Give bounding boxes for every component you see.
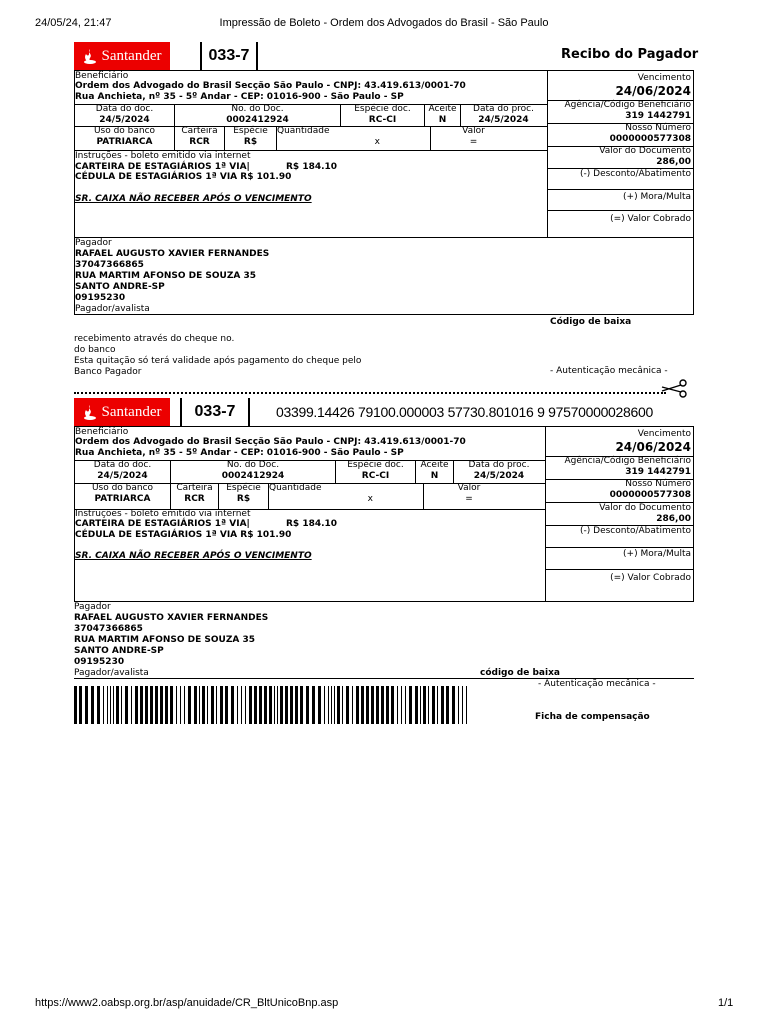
valor-documento-label: Valor do Documento — [599, 146, 691, 156]
barcode-bar — [237, 686, 238, 724]
carteira-value: RCR — [189, 137, 210, 147]
barcode-bar — [110, 686, 111, 724]
receipt-left — [75, 71, 548, 237]
barcode-bar — [150, 686, 153, 724]
especie-label: Espécie — [233, 126, 268, 136]
especie-value-2: R$ — [236, 494, 251, 504]
pagador-cep-2: 09195230 — [74, 657, 125, 667]
barcode-bar — [259, 686, 262, 724]
barcode-bar — [264, 686, 267, 724]
barcode-bar — [466, 686, 467, 724]
beneficiario-line2: Rua Anchieta, nº 35 - 5º Andar - CEP: 01016-900 - São Paulo - SP — [75, 92, 404, 102]
barcode-bar — [280, 686, 283, 724]
barcode-bar — [324, 686, 325, 724]
pagador-street: RUA MARTIM AFONSO DE SOUZA 35 — [75, 271, 256, 281]
pagador-street-2: RUA MARTIM AFONSO DE SOUZA 35 — [74, 635, 255, 645]
doc-row-2b — [75, 483, 544, 509]
bank-code-2: 033-7 — [180, 398, 250, 426]
data-doc-label-2: Data do doc. — [93, 460, 152, 470]
barcode — [74, 686, 474, 724]
barcode-bar — [211, 686, 214, 724]
carteira-label-2: Carteira — [176, 483, 213, 493]
barcode-bar — [254, 686, 257, 724]
instrucoes-line2-2: CÉDULA DE ESTAGIÁRIOS 1ª VIA R$ 101.90 — [75, 530, 292, 540]
pagador-box-receipt — [74, 237, 694, 315]
barcode-bar — [245, 686, 246, 724]
pagador-city-2: SANTO ANDRE-SP — [74, 646, 164, 656]
barcode-bar — [180, 686, 181, 724]
pagador-name-2: RAFAEL AUGUSTO XAVIER FERNANDES — [74, 613, 269, 623]
no-doc-label: No. do Doc. — [231, 104, 284, 114]
aceite-label-2: Aceite — [420, 460, 449, 470]
barcode-bar — [312, 686, 315, 724]
especie-label-2: Espécie — [226, 483, 261, 493]
barcode-bar — [300, 686, 303, 724]
barcode-bar — [441, 686, 444, 724]
instrucoes-label-2: Instruções - boleto emitido via internet — [75, 509, 251, 519]
ficha-left — [75, 427, 546, 601]
barcode-bar — [194, 686, 197, 724]
scissors-icon — [660, 378, 690, 400]
barcode-bar — [342, 686, 343, 724]
no-doc-value: 0002412924 — [226, 115, 289, 125]
pagador-cep: 09195230 — [75, 293, 126, 303]
mora-label: (+) Mora/Multa — [623, 192, 691, 202]
nosso-numero-value: 0000000577308 — [609, 134, 691, 144]
bank-name-2: Santander — [101, 403, 162, 420]
doc-row-1b — [75, 460, 544, 483]
quantidade-label-2: Quantidade — [269, 483, 322, 493]
barcode-bar — [295, 686, 298, 724]
barcode-bar — [85, 686, 88, 724]
quantidade-value: x — [374, 137, 380, 147]
caixa-warning-2: SR. CAIXA NÃO RECEBER APÓS O VENCIMENTO — [75, 551, 312, 561]
doc-row-1 — [75, 104, 546, 126]
beneficiario-label-2: Beneficiário — [75, 427, 129, 437]
instrucoes-line1: CARTEIRA DE ESTAGIÁRIOS 1ª VIA| — [75, 162, 250, 172]
codigo-baixa-label: Código de baixa — [550, 317, 632, 327]
desconto-label-2: (-) Desconto/Abatimento — [580, 526, 691, 536]
data-doc-label: Data do doc. — [95, 104, 154, 114]
agencia-label: Agência/Código Beneficiário — [564, 100, 691, 110]
barcode-bar — [274, 686, 275, 724]
print-url: https://www2.oabsp.org.br/asp/anuidade/CR_BltUnicoBnp.asp — [35, 997, 339, 1009]
valor-documento-value-2: 286,00 — [656, 514, 691, 524]
data-proc-value-2: 24/5/2024 — [473, 471, 525, 481]
barcode-bar — [107, 686, 108, 724]
barcode-bar — [91, 686, 94, 724]
santander-logo-2 — [74, 398, 170, 426]
pagador-label-2: Pagador — [74, 602, 111, 612]
barcode-bar — [415, 686, 418, 724]
valor-documento-value: 286,00 — [656, 157, 691, 167]
barcode-bar — [207, 686, 208, 724]
autenticacao-label-2: - Autenticação mecânica - — [538, 679, 656, 689]
receipt-title: Recibo do Pagador — [561, 47, 699, 62]
ficha-right — [546, 427, 693, 601]
barcode-bar — [145, 686, 148, 724]
pagador-doc: 37047366865 — [75, 260, 144, 270]
uso-banco-value-2: PATRIARCA — [94, 494, 151, 504]
barcode-bar — [116, 686, 119, 724]
barcode-bar — [277, 686, 278, 724]
data-proc-label-2: Data do proc. — [468, 460, 530, 470]
barcode-bar — [220, 686, 223, 724]
uso-banco-label: Uso do banco — [93, 126, 156, 136]
vencimento-label: Vencimento — [637, 73, 691, 83]
caixa-warning: SR. CAIXA NÃO RECEBER APÓS O VENCIMENTO — [75, 194, 312, 204]
print-title: Impressão de Boleto - Ordem dos Advogados do Brasil - São Paulo — [219, 17, 549, 29]
especie-doc-label-2: Espécie doc. — [347, 460, 404, 470]
codigo-baixa-label-2: código de baixa — [480, 668, 560, 678]
agencia-value-2: 319 1442791 — [625, 467, 691, 477]
barcode-bar — [199, 686, 200, 724]
pagador-doc-2: 37047366865 — [74, 624, 143, 634]
especie-value: R$ — [243, 137, 258, 147]
vencimento-label-2: Vencimento — [637, 429, 691, 439]
valor-label: Valor — [462, 126, 485, 136]
barcode-bar — [352, 686, 353, 724]
barcode-bar — [125, 686, 128, 724]
pagador-city: SANTO ANDRE-SP — [75, 282, 165, 292]
instrucoes-line1-value-2: R$ 184.10 — [286, 519, 338, 529]
beneficiario-label: Beneficiário — [75, 71, 129, 81]
valor-label-2: Valor — [457, 483, 481, 493]
barcode-bar — [366, 686, 369, 724]
carteira-label: Carteira — [181, 126, 218, 136]
pagador-avalista-label-2: Pagador/avalista — [74, 668, 149, 678]
agencia-value: 319 1442791 — [625, 111, 691, 121]
beneficiario-line1-2: Ordem dos Advogado do Brasil Secção São Paulo - CNPJ: 43.419.613/0001-70 — [75, 437, 466, 447]
barcode-bar — [140, 686, 143, 724]
barcode-bar — [216, 686, 217, 724]
especie-doc-label: Espécie doc. — [354, 104, 411, 114]
print-datetime: 24/05/24, 21:47 — [35, 17, 112, 29]
barcode-bar — [428, 686, 429, 724]
autenticacao-label-1: - Autenticação mecânica - — [550, 366, 668, 376]
barcode-bar — [401, 686, 402, 724]
quantidade-label: Quantidade — [277, 126, 330, 136]
barcode-bar — [97, 686, 100, 724]
receipt-box — [74, 70, 694, 238]
barcode-bar — [79, 686, 82, 724]
quantidade-value-2: x — [367, 494, 373, 504]
barcode-bar — [113, 686, 114, 724]
instrucoes-line1-2: CARTEIRA DE ESTAGIÁRIOS 1ª VIA| — [75, 519, 250, 529]
digitable-line: 03399.14426 79100.000003 57730.801016 9 97570000028600 — [276, 404, 653, 420]
barcode-bar — [423, 686, 426, 724]
barcode-bar — [437, 686, 438, 724]
barcode-bar — [269, 686, 272, 724]
barcode-bar — [121, 686, 122, 724]
instrucoes-label: Instruções - boleto emitido via internet — [75, 151, 251, 161]
cut-line — [74, 392, 666, 394]
cheque-note-1: recebimento através do cheque no. — [74, 334, 235, 344]
barcode-bar — [74, 686, 77, 724]
aceite-value: N — [438, 115, 447, 125]
especie-doc-value-2: RC-CI — [361, 471, 390, 481]
valor-cobrado-label: (=) Valor Cobrado — [610, 214, 691, 224]
cheque-note-3: Esta quitação só terá validade após pagamento do cheque pelo — [74, 356, 362, 366]
barcode-bar — [371, 686, 374, 724]
barcode-bar — [155, 686, 158, 724]
barcode-bar — [452, 686, 455, 724]
barcode-bar — [432, 686, 435, 724]
barcode-bar — [409, 686, 412, 724]
barcode-bar — [285, 686, 288, 724]
doc-row-2 — [75, 126, 546, 150]
barcode-bar — [420, 686, 421, 724]
agencia-label-2: Agência/Código Beneficiário — [564, 456, 691, 466]
barcode-bar — [103, 686, 104, 724]
barcode-bar — [202, 686, 205, 724]
desconto-label: (-) Desconto/Abatimento — [580, 169, 691, 179]
beneficiario-line1: Ordem dos Advogado do Brasil Secção São Paulo - CNPJ: 43.419.613/0001-70 — [75, 81, 466, 91]
uso-banco-label-2: Uso do banco — [91, 483, 154, 493]
pagador-name: RAFAEL AUGUSTO XAVIER FERNANDES — [75, 249, 270, 259]
valor-documento-label-2: Valor do Documento — [599, 503, 691, 513]
barcode-bar — [346, 686, 349, 724]
barcode-bar — [131, 686, 132, 724]
mora-label-2: (+) Mora/Multa — [623, 549, 691, 559]
print-page: 1/1 — [718, 997, 734, 1009]
nosso-numero-label: Nosso Número — [625, 123, 691, 133]
barcode-bar — [328, 686, 329, 724]
barcode-bar — [405, 686, 406, 724]
barcode-bar — [361, 686, 364, 724]
valor-value: = — [469, 137, 478, 147]
barcode-bar — [290, 686, 293, 724]
ficha-compensacao-label: Ficha de compensação — [535, 712, 650, 722]
santander-logo — [74, 42, 170, 70]
vencimento-value: 24/06/2024 — [615, 84, 691, 98]
vencimento-value-2: 24/06/2024 — [615, 440, 691, 454]
data-proc-label: Data do proc. — [473, 104, 534, 114]
receipt-right — [548, 71, 693, 237]
barcode-bar — [337, 686, 340, 724]
instrucoes-line1-value: R$ 184.10 — [286, 162, 338, 172]
barcode-bar — [376, 686, 379, 724]
barcode-bar — [462, 686, 463, 724]
cheque-note-2: do banco — [74, 345, 116, 355]
instrucoes-line2: CÉDULA DE ESTAGIÁRIOS 1ª VIA R$ 101.90 — [75, 172, 292, 182]
barcode-bar — [184, 686, 185, 724]
barcode-bar — [165, 686, 168, 724]
barcode-bar — [249, 686, 252, 724]
ficha-box — [74, 426, 694, 602]
pagador-label: Pagador — [75, 238, 112, 248]
aceite-value-2: N — [430, 471, 439, 481]
barcode-bar — [231, 686, 234, 724]
barcode-bar — [160, 686, 163, 724]
aceite-label: Aceite — [428, 104, 457, 114]
barcode-bar — [331, 686, 332, 724]
especie-doc-value: RC-CI — [368, 115, 397, 125]
barcode-bar — [135, 686, 138, 724]
barcode-bar — [241, 686, 242, 724]
barcode-bar — [170, 686, 173, 724]
nosso-numero-value-2: 0000000577308 — [609, 490, 691, 500]
nosso-numero-label-2: Nosso Número — [625, 479, 691, 489]
barcode-bar — [397, 686, 398, 724]
santander-flame-icon — [83, 404, 97, 420]
bank-name: Santander — [101, 47, 162, 64]
data-doc-value-2: 24/5/2024 — [97, 471, 148, 481]
beneficiario-line2-2: Rua Anchieta, nº 35 - 5º Andar - CEP: 01016-900 - São Paulo - SP — [75, 448, 404, 458]
barcode-bar — [458, 686, 459, 724]
barcode-bar — [386, 686, 389, 724]
valor-value-2: = — [465, 494, 473, 504]
barcode-bar — [356, 686, 359, 724]
barcode-bar — [176, 686, 177, 724]
barcode-bar — [446, 686, 449, 724]
data-doc-value: 24/5/2024 — [99, 115, 150, 125]
barcode-bar — [318, 686, 321, 724]
uso-banco-value: PATRIARCA — [96, 137, 153, 147]
no-doc-value-2: 0002412924 — [221, 471, 285, 481]
bank-code: 033-7 — [200, 42, 258, 70]
valor-cobrado-label-2: (=) Valor Cobrado — [610, 573, 691, 583]
barcode-bar — [306, 686, 309, 724]
cheque-note-4: Banco Pagador — [74, 367, 142, 377]
no-doc-label-2: No. do Doc. — [226, 460, 280, 470]
pagador-avalista-label: Pagador/avalista — [75, 304, 150, 314]
barcode-bar — [381, 686, 384, 724]
barcode-bar — [391, 686, 394, 724]
barcode-bar — [334, 686, 335, 724]
data-proc-value: 24/5/2024 — [478, 115, 529, 125]
santander-flame-icon — [83, 48, 97, 64]
barcode-bar — [225, 686, 228, 724]
barcode-bar — [188, 686, 191, 724]
carteira-value-2: RCR — [184, 494, 205, 504]
